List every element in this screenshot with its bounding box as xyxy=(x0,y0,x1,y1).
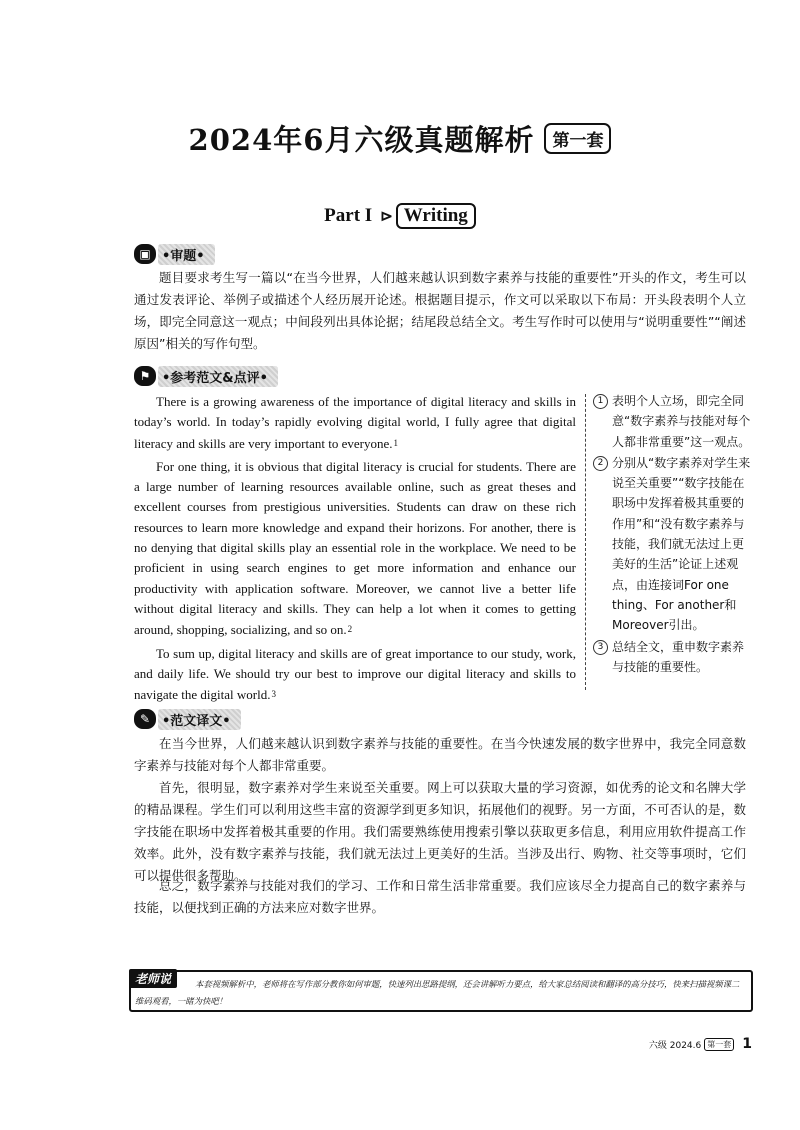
analysis-label: •审题• xyxy=(158,244,215,265)
footer-set-badge: 第一套 xyxy=(704,1038,734,1051)
part-label: Part I xyxy=(324,205,373,226)
translation-paragraph: 总之，数字素养与技能对我们的学习、工作和日常生活非常重要。我们应该尽全力提高自己的数字素养与技能，以便找到正确的方法来应对数字世界。 xyxy=(134,878,746,915)
note-number: 2 xyxy=(593,456,608,471)
image-icon: ▣ xyxy=(134,244,156,264)
set-badge: 第一套 xyxy=(544,123,611,154)
title-text: 2024年6月六级真题解析 xyxy=(188,123,535,157)
teacher-note-box xyxy=(129,970,753,1012)
translation-paragraph: 在当今世界，人们越来越认识到数字素养与技能的重要性。在当今快速发展的数字世界中，我完全同意数字素养与技能对每个人都非常重要。 xyxy=(134,736,746,773)
note-number: 3 xyxy=(593,640,608,655)
note-number: 1 xyxy=(593,394,608,409)
note-text: 分别从“数字素养对学生来说至关重要”“数字技能在职场中发挥着极其重要的作用”和“没有数字素养与技能，我们就无法过上更美好的生活”论证上述观点，由连接词For one thing、For another和Moreover引出。 xyxy=(612,455,751,633)
note-marker: 1 xyxy=(393,437,398,448)
teacher-note-tag: 老师说 xyxy=(129,969,177,988)
column-divider xyxy=(585,394,586,690)
commentary-note xyxy=(593,453,753,636)
note-text: 表明个人立场，即完全同意“数字素养与技能对每个人都非常重要”这一观点。 xyxy=(612,394,751,449)
analysis-section-header xyxy=(134,243,215,265)
page-number: 1 xyxy=(742,1036,752,1052)
essay-paragraph: To sum up, digital literacy and skills are of great importance to our study, work, and daily life. We should try our best to improve our digital literacy and skills to navigate the digital world.3 xyxy=(134,645,576,703)
teacher-note-text: 本套视频解析中，老师将在写作部分教你如何审题，快速列出思路提纲，还会讲解听力要点，给大家总结阅读和翻译的高分技巧，快来扫描视频课二维码观看，一睹为快吧！ xyxy=(135,979,740,1006)
translation-label: •范文译文• xyxy=(158,709,241,730)
sample-section-header xyxy=(134,365,278,387)
arrow-circle-icon: ⊳ xyxy=(380,209,393,225)
note-text: 总结全文，重申数字素养与技能的重要性。 xyxy=(612,639,745,674)
note-marker: 2 xyxy=(347,624,353,635)
commentary-note xyxy=(593,391,753,452)
page-footer xyxy=(649,1036,752,1052)
part-heading xyxy=(0,203,800,229)
flag-icon: ⚑ xyxy=(134,366,156,386)
essay-paragraph: For one thing, it is obvious that digital literacy is crucial for students. There are a large number of learning resources available online, such as great theses and excellent courses from prestigious universities. Students can draw on these rich resources to learn more knowledge and expand their horizons. For another, there is no denying that digital skills play an essential role in the workplace. We need to be proficient in using search engines to get more information and enhance our productivity with application software. Moreover, we cannot live a better life without digital literacy and skills. They can help a lot when it comes to getting around, shopping, socializing, and so on.2 xyxy=(134,458,576,638)
part-name: Writing xyxy=(396,203,476,229)
essay-paragraph: There is a growing awareness of the importance of digital literacy and skills in today’s world. In today’s rapidly evolving digital world, I fully agree that digital literacy and skills are very important to everyone.1 xyxy=(134,394,576,451)
commentary-column xyxy=(593,391,753,678)
sample-essay xyxy=(134,392,576,708)
analysis-paragraph: 题目要求考生写一篇以“在当今世界，人们越来越认识到数字素养与技能的重要性”开头的作文，考生可以通过发表评论、举例子或描述个人经历展开论述。根据题目提示，作文可以采取以下布局：开头段表明个人立场，即完全同意这一观点；中间段列出具体论据；结尾段总结全文。考生写作时可以使用与“说明重要性”“阐述原因”相关的写作句型。 xyxy=(134,270,746,351)
note-marker: 3 xyxy=(271,689,276,700)
footer-label: 六级 2024.6 xyxy=(648,1040,702,1051)
page-title xyxy=(0,118,800,159)
commentary-note xyxy=(593,637,753,678)
translation-paragraph: 首先，很明显，数字素养对学生来说至关重要。网上可以获取大量的学习资源，如优秀的论文和名牌大学的精品课程。学生们可以利用这些丰富的资源学到更多知识，拓展他们的视野。另一方面，不可否认的是，数字技能在职场中发挥着极其重要的作用。我们需要熟练使用搜索引擎以获取更多信息，利用应用软件提高工作效率。此外，没有数字素养与技能，我们就无法过上更美好的生活。当涉及出行、购物、社交等事项时，它们可以提供很多帮助。 xyxy=(134,780,746,883)
translation-section-header xyxy=(134,708,241,730)
sample-label: •参考范文&点评• xyxy=(158,366,278,387)
pencil-icon: ✎ xyxy=(134,709,156,729)
